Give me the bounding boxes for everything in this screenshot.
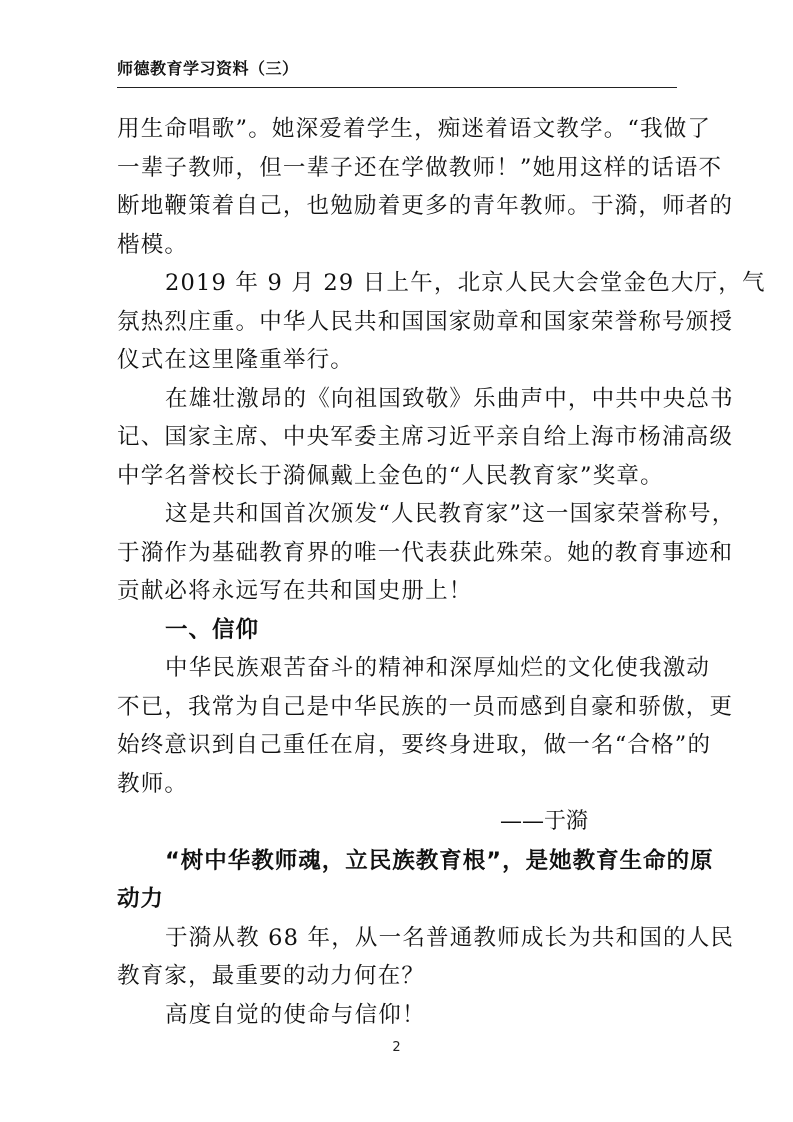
paragraph-line: 氛热烈庄重。中华人民共和国国家勋章和国家荣誉称号颁授	[117, 308, 734, 335]
paragraph-line: 高度自觉的使命与信仰！	[165, 1001, 426, 1028]
paragraph-line: 这是共和国首次颁发“人民教育家”这一国家荣誉称号，	[165, 501, 736, 527]
paragraph-line: 仪式在这里隆重举行。	[117, 347, 355, 373]
quote-line: 教师。	[117, 770, 189, 797]
paragraph-line: 断地鞭策着自己，也勉励着更多的青年教师。于漪，师者的	[117, 193, 734, 219]
header-divider	[117, 87, 677, 88]
subsection-heading: “树中华教师魂，立民族教育根”，是她教育生命的原	[165, 847, 714, 874]
paragraph-line: 记、国家主席、中央军委主席习近平亲自给上海市杨浦高级	[117, 424, 734, 450]
paragraph-line: 2019 年 9 月 29 日上午，北京人民大会堂金色大厅，气	[165, 270, 766, 296]
section-heading: 一、信仰	[165, 616, 260, 643]
paragraph-line: 一辈子教师，但一辈子还在学做教师！”她用这样的话语不	[117, 154, 723, 181]
paragraph-line: 在雄壮激昂的《向祖国致敬》乐曲声中，中共中央总书	[165, 385, 734, 412]
paragraph-line: 于漪从教 68 年，从一名普通教师成长为共和国的人民	[165, 924, 735, 951]
subsection-heading: 动力	[117, 886, 165, 912]
document-header-title: 师德教育学习资料（三）	[117, 59, 299, 78]
quote-signature: ——于漪	[500, 809, 589, 834]
quote-line: 不已，我常为自己是中华民族的一员而感到自豪和骄傲，更	[117, 693, 734, 720]
paragraph-line: 教育家，最重要的动力何在？	[117, 963, 426, 989]
quote-line: 中华民族艰苦奋斗的精神和深厚灿烂的文化使我激动	[165, 655, 711, 681]
page-number: 2	[392, 1040, 401, 1055]
paragraph-line: 楷模。	[117, 231, 189, 258]
paragraph-line: 中学名誉校长于漪佩戴上金色的“人民教育家”奖章。	[117, 462, 664, 489]
quote-line: 始终意识到自己重任在肩，要终身进取，做一名“合格”的	[117, 732, 712, 758]
paragraph-line: 于漪作为基础教育界的唯一代表获此殊荣。她的教育事迹和	[117, 539, 734, 566]
paragraph-line: 贡献必将永远写在共和国史册上！	[117, 578, 473, 604]
paragraph-line: 用生命唱歌”。她深爱着学生，痴迷着语文教学。“我做了	[117, 116, 712, 142]
